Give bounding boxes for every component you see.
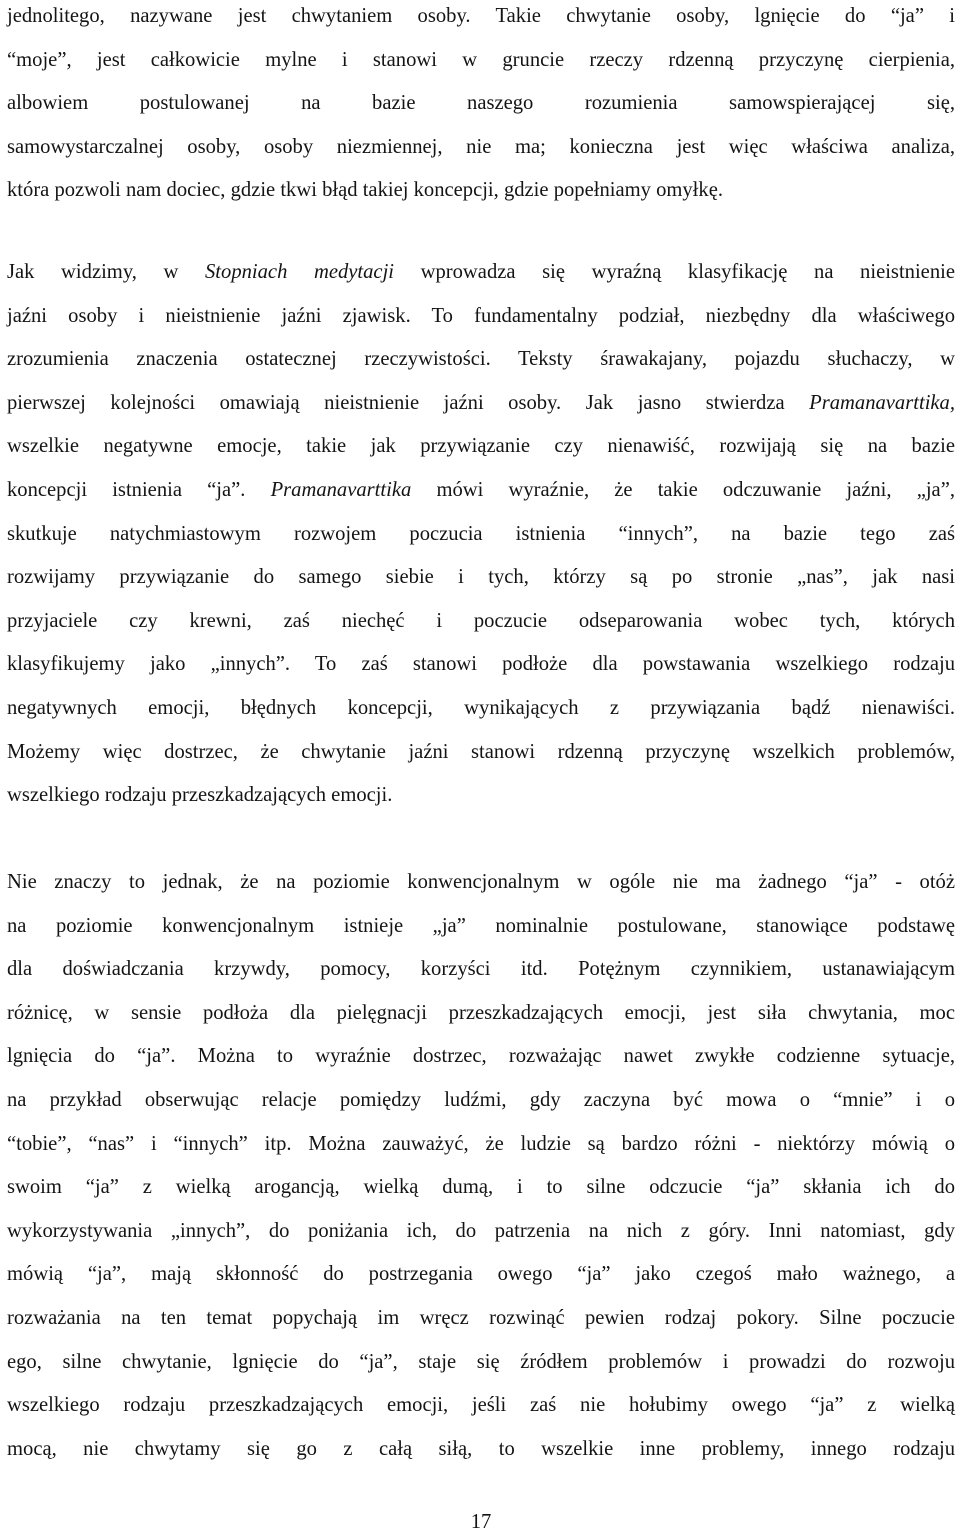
text-line (7, 1210, 955, 1254)
italic-title: Stopniach medytacji (205, 261, 395, 283)
text-run: mocą, nie chwytamy się go z całą siłą, to wszelkie inne problemy, innego rodzaju (7, 1437, 955, 1460)
text-run: rozważania na ten temat popychają im wręcz rozwinąć pewien rodzaj pokory. Silne poczucie (7, 1306, 955, 1329)
text-run: na poziomie konwencjonalnym istnieje „ja” nominalnie postulowane, stanowiące podstawę (7, 914, 955, 937)
italic-title: Pramanavarttika, (809, 391, 955, 414)
text-run: Możemy więc dostrzec, że chwytanie jaźni stanowi rdzenną przyczynę wszelkich problemów, (7, 740, 955, 763)
text-line (7, 1341, 955, 1385)
text-run: mówi wyraźnie, że takie odczuwanie jaźni, „ja”, (411, 478, 955, 501)
text-line (7, 1253, 955, 1297)
text-line (7, 0, 955, 39)
text-line (7, 992, 955, 1036)
text-run: koncepcji istnienia “ja”. (7, 478, 271, 501)
text-line (7, 731, 955, 775)
text-line (7, 774, 955, 818)
paragraph-2 (7, 251, 955, 818)
text-run: przyjaciele czy krewni, zaś niechęć i poczucie odseparowania wobec tych, których (7, 609, 955, 632)
text-run: wszelkiego rodzaju przeszkadzających emocji, jeśli zaś nie hołubimy owego “ja” z wielką (7, 1394, 955, 1417)
text-line (7, 251, 955, 295)
text-line (7, 382, 955, 426)
text-line (7, 1384, 955, 1428)
text-line (7, 948, 955, 992)
text-run: różnicę, w sensie podłoża dla pielęgnacji przeszkadzających emocji, jest siła chwytania, moc (7, 1001, 955, 1024)
text-run: albowiem postulowanej na bazie naszego rozumienia samowspierającej się, (7, 92, 955, 115)
text-run: pierwszej kolejności omawiają nieistnienie jaźni osoby. Jak jasno stwierdza (7, 391, 810, 414)
text-run: jednolitego, nazywane jest chwytaniem osoby. Takie chwytanie osoby, lgnięcie do “ja” i (7, 5, 955, 27)
text-run: na przykład obserwując relacje pomiędzy ludźmi, gdy zaczyna być mowa o “mnie” i o (7, 1088, 955, 1111)
text-run: klasyfikujemy jako „innych”. To zaś stanowi podłoże dla powstawania wszelkiego rodzaju (7, 653, 955, 676)
text-line (7, 82, 955, 126)
text-line (7, 1123, 955, 1167)
text-run: wykorzystywania „innych”, do poniżania ich, do patrzenia na nich z góry. Inni natomiast, gdy (7, 1219, 955, 1242)
text-line (7, 1035, 955, 1079)
italic-title: Pramanavarttika (270, 478, 412, 501)
text-run: mówią “ja”, mają skłonność do postrzegania owego “ja” jako czegoś mało ważnego, a (7, 1263, 955, 1286)
text-line (7, 425, 955, 469)
text-run: ego, silne chwytanie, lgnięcie do “ja”, staje się źródłem problemów i prowadzi do rozwoju (7, 1350, 955, 1373)
text-line (7, 338, 955, 382)
text-run: wszelkiego rodzaju przeszkadzających emocji. (7, 784, 393, 807)
text-line (7, 39, 955, 83)
text-run: wprowadza się wyraźną klasyfikację na nieistnienie (394, 261, 955, 283)
text-run: dla doświadczania krzywdy, pomocy, korzyści itd. Potężnym czynnikiem, ustanawiającym (7, 958, 955, 981)
text-line (7, 556, 955, 600)
text-run: swoim “ja” z wielką arogancją, wielką dumą, i to silne odczucie “ja” skłania ich do (7, 1176, 955, 1199)
text-line (7, 1079, 955, 1123)
text-run: wszelkie negatywne emocje, takie jak przywiązanie czy nienawiść, rozwijają się na bazie (7, 435, 955, 458)
paragraph-3 (7, 861, 955, 1471)
text-run: rozwijamy przywiązanie do samego siebie i tych, którzy są po stronie „nas”, jak nasi (7, 566, 955, 589)
text-run: skutkuje natychmiastowym rozwojem poczucia istnienia “innych”, na bazie tego zaś (7, 522, 955, 545)
text-run: która pozwoli nam dociec, gdzie tkwi błąd takiej koncepcji, gdzie popełniamy omyłkę. (7, 179, 723, 202)
text-line (7, 295, 955, 339)
text-line (7, 905, 955, 949)
text-line (7, 643, 955, 687)
text-run: Nie znaczy to jednak, że na poziomie konwencjonalnym w ogóle nie ma żadnego “ja” - otóż (7, 871, 955, 893)
text-run: samowystarczalnej osoby, osoby niezmiennej, nie ma; konieczna jest więc właściwa analiza, (7, 135, 955, 158)
document-page (7, 0, 955, 1534)
text-line (7, 469, 955, 513)
paragraph-1 (7, 0, 955, 213)
text-run: jaźni osoby i nieistnienie jaźni zjawisk. To fundamentalny podział, niezbędny dla właściwego (7, 304, 955, 327)
text-line (7, 687, 955, 731)
text-line (7, 126, 955, 170)
text-run: zrozumienia znaczenia ostatecznej rzeczywistości. Teksty śrawakajany, pojazdu słuchaczy, w (7, 348, 955, 371)
text-line (7, 1428, 955, 1472)
text-line (7, 513, 955, 557)
text-line (7, 1297, 955, 1341)
text-line (7, 169, 955, 213)
text-run: lgnięcia do “ja”. Można to wyraźnie dostrzec, rozważając nawet zwykłe codzienne sytuacje, (7, 1045, 955, 1068)
text-line (7, 1166, 955, 1210)
text-run: “moje”, jest całkowicie mylne i stanowi w gruncie rzeczy rdzenną przyczynę cierpienia, (7, 48, 955, 71)
text-line (7, 600, 955, 644)
text-run: “tobie”, “nas” i “innych” itp. Można zauważyć, że ludzie są bardzo różni - niektórzy mówią o (7, 1132, 955, 1155)
page-number: 17 (470, 1511, 492, 1533)
text-run: negatywnych emocji, błędnych koncepcji, wynikających z przywiązania bądź nienawiści. (7, 696, 955, 719)
text-run: Jak widzimy, w (7, 261, 205, 283)
text-line (7, 861, 955, 905)
